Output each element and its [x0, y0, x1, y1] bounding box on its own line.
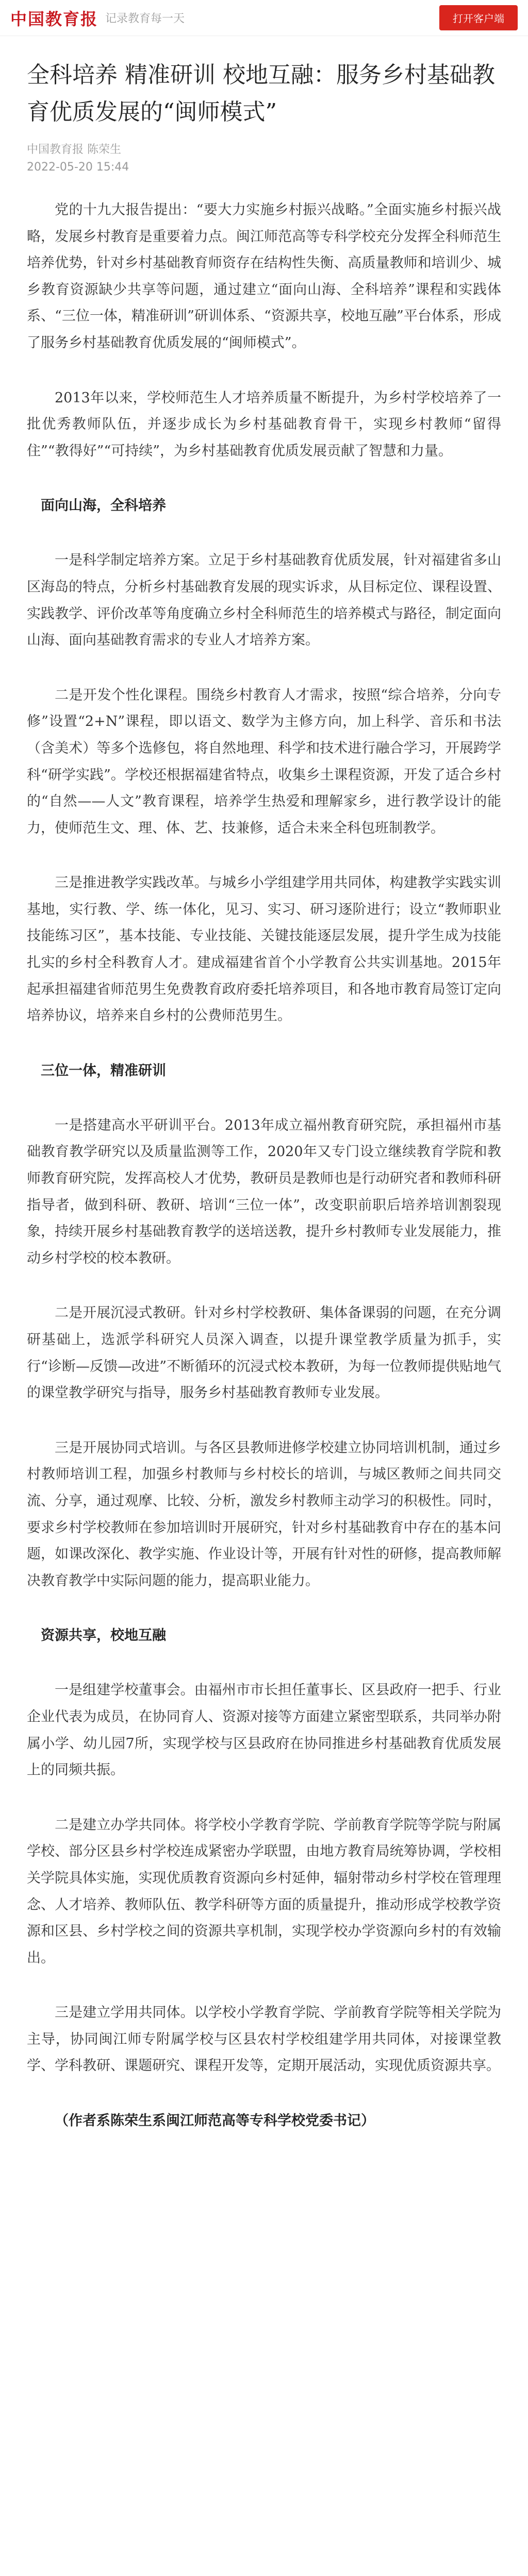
article-title: 全科培养 精准研训 校地互融：服务乡村基础教育优质发展的“闽师模式”: [27, 62, 495, 125]
section-heading: 面向山海，全科培养: [41, 498, 166, 514]
section-heading: 资源共享，校地互融: [41, 1628, 166, 1644]
paragraph: 党的十九大报告提出：“要大力实施乡村振兴战略。”全面实施乡村振兴战略，发展乡村教育是重要着力点。闽江师范高等专科学校充分发挥全科师范生培养优势，针对乡村基础教育师资存在结构性失衡、高质量教师和培训少、城乡教育资源缺少共享等问题，通过建立“面向山海、全科培养”课程和实践体系、“三位一体，精准研训”研训体系、“资源共享，校地互融”平台体系，形成了服务乡村基础教育优质发展的“闽师模式”。: [27, 202, 501, 351]
paragraph: 三是建立学用共同体。以学校小学教育学院、学前教育学院等相关学院为主导，协同闽江师专附属学校与区县农村学校组建学用共同体，对接课堂教学、学科教研、课题研究、课程开发等，定期开展活动，实现优质资源共享。: [27, 2005, 501, 2074]
author-note: （作者系陈荣生系闽江师范高等专科学校党委书记）: [55, 2113, 375, 2129]
site-slogan: 记录教育每一天: [105, 12, 185, 25]
article-source: 中国教育报 陈荣生: [27, 143, 121, 156]
article-body: [27, 197, 501, 2079]
top-bar: [0, 0, 528, 36]
article: [0, 36, 528, 2165]
site-logo[interactable]: 中国教育报: [10, 9, 98, 29]
paragraph: 2013年以来，学校师范生人才培养质量不断提升，为乡村学校培养了一批优秀教师队伍，并逐步成长为乡村基础教育骨干，实现乡村教师“留得住”“教得好”“可持续”，为乡村基础教育优质发展贡献了智慧和力量。: [27, 389, 501, 459]
paragraph: 二是开发个性化课程。围绕乡村教育人才需求，按照“综合培养，分向专修”设置“2+N”课程，即以语文、数学为主修方向，加上科学、音乐和书法（含美术）等多个选修包，将自然地理、科学和技术进行融合学习，开展跨学科“研学实践”。学校还根据福建省特点，收集乡土课程资源，开发了适合乡村的“自然——人文”教育课程，培养学生热爱和理解家乡，进行教学设计的能力，使师范生文、理、体、艺、技兼修，适合未来全科包班制教学。: [27, 687, 501, 836]
paragraph: 一是组建学校董事会。由福州市市长担任董事长、区县政府一把手、行业企业代表为成员，在协同育人、资源对接等方面建立紧密型联系，共同举办附属小学、幼儿园7所，实现学校与区县政府在协同推进乡村基础教育优质发展上的同频共振。: [27, 1682, 501, 1778]
paragraph: 三是开展协同式培训。与各区县教师进修学校建立协同培训机制，通过乡村教师培训工程，加强乡村教师与乡村校长的培训，与城区教师之间共同交流、分享，通过观摩、比较、分析，激发乡村教师主动学习的积极性。同时，要求乡村学校教师在参加培训时开展研究，针对乡村基础教育中存在的基本问题，如课改深化、教学实施、作业设计等，开展有针对性的研修，提高教师解决教育教学中实际问题的能力，提高职业能力。: [27, 1439, 501, 1589]
open-app-button[interactable]: 打开客户端: [439, 5, 518, 30]
article-datetime: 2022-05-20 15:44: [27, 161, 129, 174]
section-heading: 三位一体，精准研训: [41, 1062, 166, 1079]
paragraph: 二是开展沉浸式教研。针对乡村学校教研、集体备课弱的问题，在充分调研基础上，选派学科研究人员深入调查，以提升课堂教学质量为抓手，实行“诊断—反馈—改进”不断循环的沉浸式校本教研，为每一位教师提供贴地气的课堂教学研究与指导，服务乡村基础教育教师专业发展。: [27, 1305, 501, 1401]
paragraph: 一是科学制定培养方案。立足于乡村基础教育优质发展，针对福建省多山区海岛的特点，分析乡村基础教育发展的现实诉求，从目标定位、课程设置、实践教学、评价改革等角度确立乡村全科师范生的培养模式与路径，制定面向山海、面向基础教育需求的专业人才培养方案。: [27, 552, 501, 649]
paragraph: 二是建立办学共同体。将学校小学教育学院、学前教育学院等学院与附属学校、部分区县乡村学校连成紧密办学联盟，由地方教育局统筹协调，学校相关学院具体实施，实现优质教育资源向乡村延伸，辐射带动乡村学校在管理理念、人才培养、教师队伍、教学科研等方面的质量提升，推动形成学校教学资源和区县、乡村学校之间的资源共享机制，实现学校办学资源向乡村的有效输出。: [27, 1817, 501, 1966]
article-meta: [27, 141, 501, 176]
paragraph: 三是推进教学实践改革。与城乡小学组建学用共同体，构建教学实践实训基地，实行教、学、练一体化，见习、实习、研习逐阶进行；设立“教师职业技能练习区”，基本技能、专业技能、关键技能逐层发展，提升学生成为技能扎实的乡村全科教育人才。建成福建省首个小学教育公共实训基地。2015年起承担福建省师范男生免费教育政府委托培养项目，和各地市教育局签订定向培养协议，培养来自乡村的公费师范男生。: [27, 875, 501, 1024]
paragraph: 一是搭建高水平研训平台。2013年成立福州教育研究院，承担福州市基础教育教学研究以及质量监测等工作，2020年又专门设立继续教育学院和教师教育研究院，发挥高校人才优势，教研员是教师也是行动研究者和教师科研指导者，做到科研、教研、培训“三位一体”，改变职前职后培养培训割裂现象，持续开展乡村基础教育教学的送培送教，提升乡村教师专业发展能力，推动乡村学校的校本教研。: [27, 1117, 501, 1266]
